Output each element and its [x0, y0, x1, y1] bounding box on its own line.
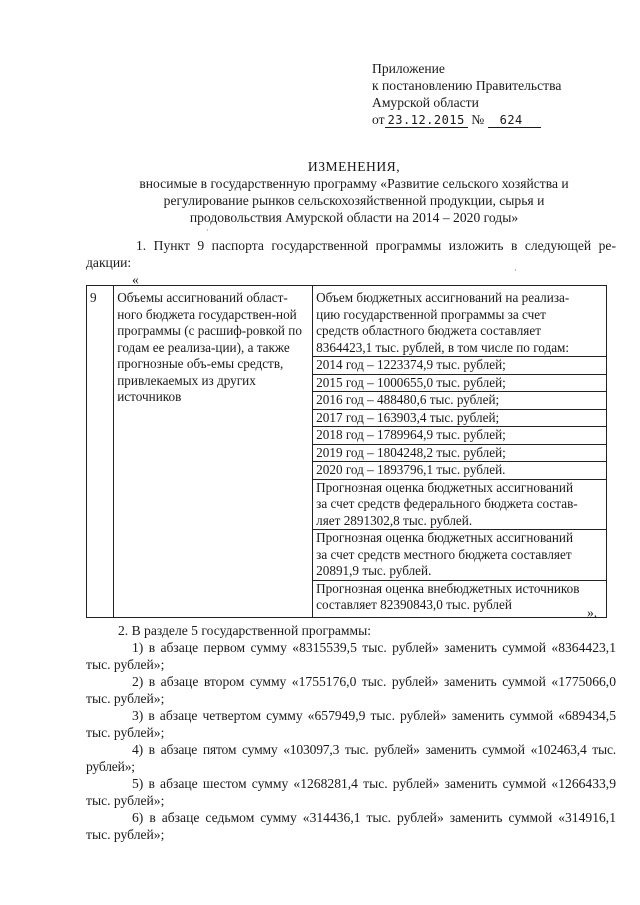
date-value: 23.12.2015	[385, 113, 468, 128]
value-line: 2017 год – 163903,4 тыс. рублей;	[313, 409, 606, 427]
heading-line-1: вносимые в государственную программу «Развитие сельского хозяйства и	[139, 176, 569, 191]
number-value: 624	[488, 113, 541, 128]
sub-item-1: 1) в абзаце первом сумму «8315539,5 тыс. рублей» заменить суммой «8364423,1 тыс. рублей»;	[86, 640, 616, 672]
row-value	[313, 286, 607, 618]
value-line: 2019 год – 1804248,2 тыс. рублей;	[313, 444, 606, 462]
value-line: 8364423,1 тыс. рублей, в том числе по годам:	[316, 339, 570, 355]
value-line: Прогнозная оценка внебюджетных источников	[313, 580, 606, 598]
scan-speck: ·	[206, 226, 209, 235]
item-2-block	[86, 622, 616, 843]
table-row	[87, 286, 607, 618]
value-line: ляет 2891302,8 тыс. рублей.	[316, 512, 473, 528]
quote-open: «	[132, 272, 139, 287]
date-prefix: от	[372, 112, 385, 127]
value-line: средств областного бюджета составляет	[316, 323, 541, 338]
row-number: 9	[87, 286, 114, 618]
appendix-resolution: к постановлению Правительства	[372, 78, 562, 93]
heading-line-3: продовольствия Амурской области на 2014 – 2020 годы»	[189, 210, 519, 225]
value-line: за счет средств федерального бюджета состав-	[316, 496, 578, 511]
sub-item-3: 3) в абзаце четвертом сумму «657949,9 тыс. рублей» заменить суммой «689434,5 тыс. рублей»;	[86, 708, 616, 740]
value-line: за счет средств местного бюджета составляет	[316, 546, 572, 562]
value-line: составляет 82390843,0 тыс. рублей	[316, 597, 512, 612]
heading-line-2: регулирование рынков сельскохозяйственной продукции, сырья и	[163, 193, 545, 208]
value-line: Прогнозная оценка бюджетных ассигнований	[313, 479, 606, 497]
quote-close: ».	[587, 605, 598, 620]
sub-item-6: 6) в абзаце седьмом сумму «314436,1 тыс. рублей» заменить суммой «314916,1 тыс. рублей»;	[86, 810, 616, 842]
row-name: Объемы ассигнований област-ного бюджета государствен-ной программы (с расшиф-ровкой по годам ее реализа-ции), а также прогнозные объ-емы средств, привлекаемых из других источников	[114, 286, 313, 618]
appendix-region: Амурской области	[372, 95, 479, 110]
value-line: 20891,9 тыс. рублей.	[316, 563, 432, 578]
value-line: Прогнозная оценка бюджетных ассигнований	[313, 529, 606, 547]
scan-speck: ·	[514, 266, 517, 275]
sub-item-5: 5) в абзаце шестом сумму «1268281,4 тыс. рублей» заменить суммой «1266433,9 тыс. рублей»;	[86, 776, 616, 808]
sub-item-2: 2) в абзаце втором сумму «1755176,0 тыс. рублей» заменить суммой «1775066,0 тыс. рублей»;	[86, 674, 616, 706]
item-1-text: 1. Пункт 9 паспорта государственной программы изложить в следующей ре-дакции:	[86, 238, 616, 270]
value-line: цию государственной программы за счет	[316, 306, 546, 322]
item-2-intro: 2. В разделе 5 государственной программы:	[118, 623, 372, 638]
value-line: 2015 год – 1000655,0 тыс. рублей;	[313, 374, 606, 392]
appendix-date-number	[372, 111, 612, 129]
number-prefix: №	[471, 112, 485, 127]
value-line: Объем бюджетных ассигнований на реализа-	[316, 290, 570, 305]
value-line: 2014 год – 1223374,9 тыс. рублей;	[313, 356, 606, 374]
document-heading	[80, 158, 628, 226]
value-line: 2018 год – 1789964,9 тыс. рублей;	[313, 426, 606, 444]
sub-item-4: 4) в абзаце пятом сумму «103097,3 тыс. рублей» заменить суммой «102463,4 тыс. рублей»;	[86, 742, 616, 774]
value-line: 2016 год – 488480,6 тыс. рублей;	[313, 391, 606, 409]
value-line: 2020 год – 1893796,1 тыс. рублей.	[313, 461, 606, 479]
appendix-label: Приложение	[372, 61, 445, 76]
appendix-block	[372, 60, 612, 129]
heading-title: ИЗМЕНЕНИЯ,	[307, 159, 401, 174]
passport-table	[86, 285, 607, 618]
